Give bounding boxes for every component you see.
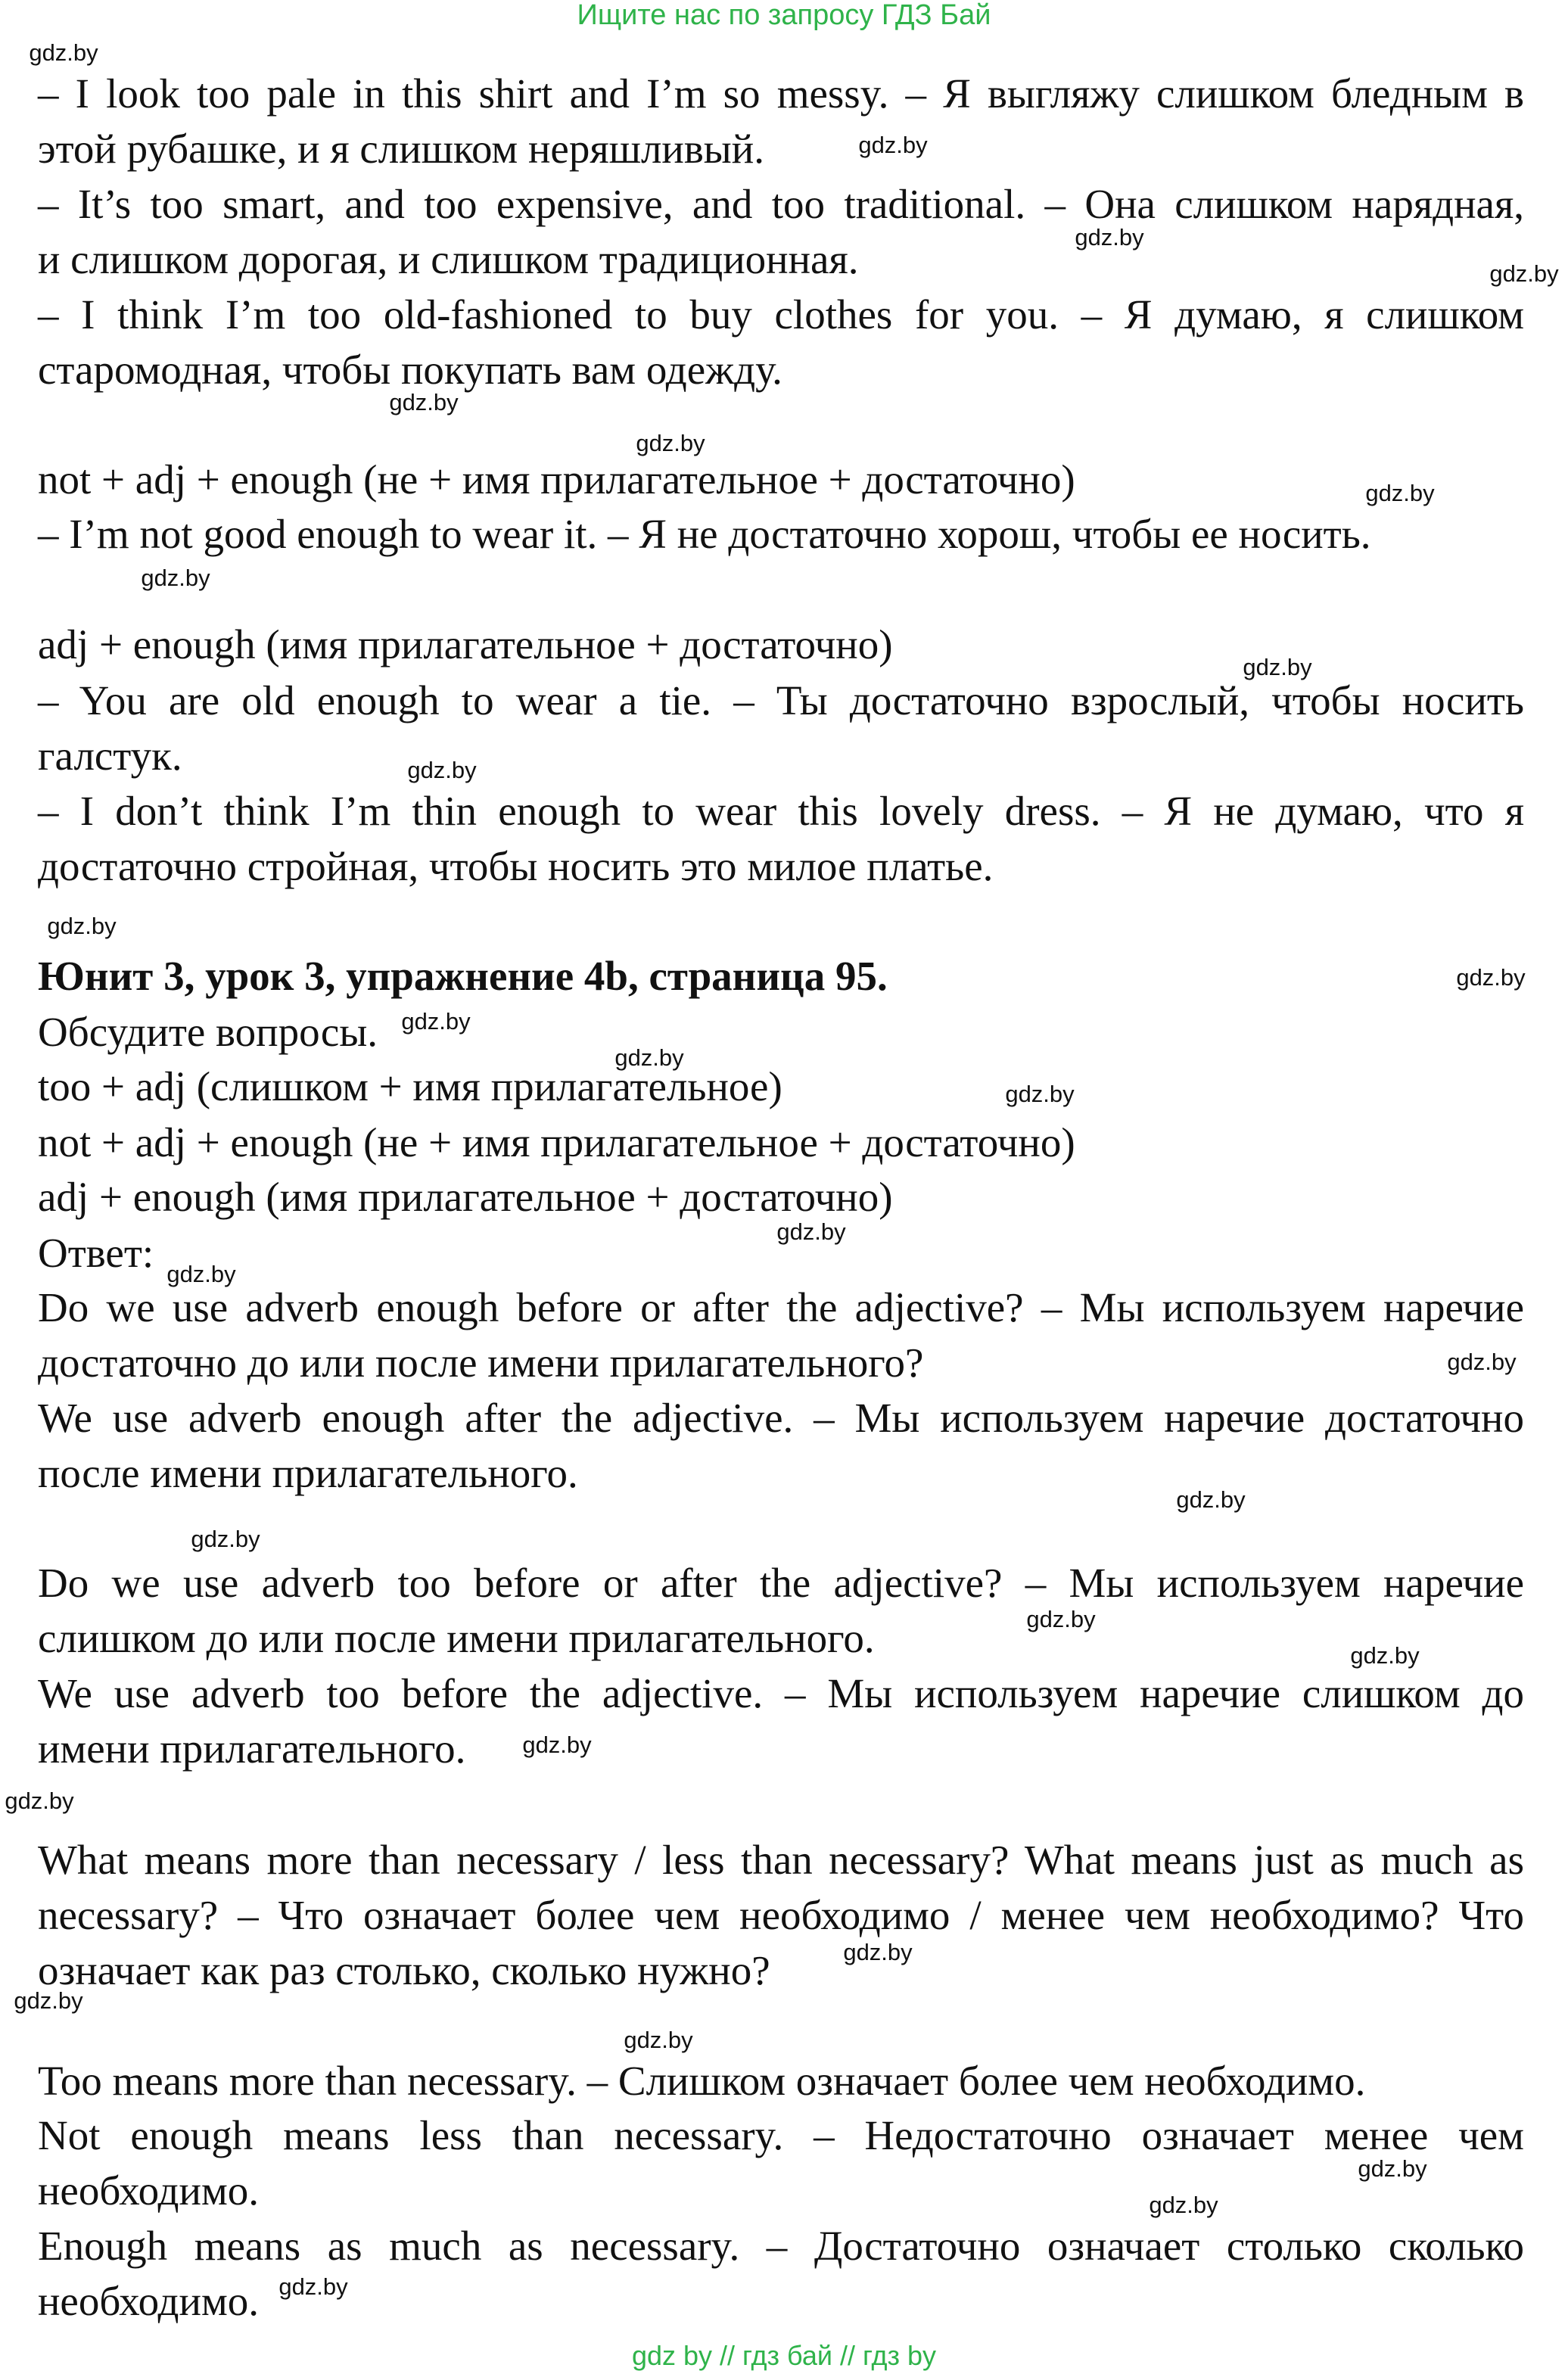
footer-links[interactable]: gdz by // гдз бай // гдз by bbox=[631, 2340, 937, 2371]
watermark: gdz.by bbox=[1075, 224, 1144, 250]
text-line: – It’s too smart, and too expensive, and too traditional. – Она слишком нарядная, bbox=[38, 181, 1524, 227]
watermark: gdz.by bbox=[166, 1261, 236, 1287]
text-line: имени прилагательного. bbox=[38, 1725, 466, 1772]
watermark: gdz.by bbox=[522, 1732, 592, 1758]
watermark: gdz.by bbox=[141, 565, 210, 591]
text-line: этой рубашке, и я слишком неряшливый. bbox=[38, 126, 764, 172]
text-line: not + adj + enough (не + имя прилагательное + достаточно) bbox=[38, 1119, 1075, 1165]
watermark: gdz.by bbox=[389, 389, 459, 415]
watermark: gdz.by bbox=[1456, 964, 1526, 991]
watermark: gdz.by bbox=[843, 1939, 913, 1965]
text-line: Ответ: bbox=[38, 1230, 154, 1276]
text-line: после имени прилагательного. bbox=[38, 1450, 578, 1496]
text-line: – You are old enough to wear a tie. – Ты достаточно взрослый, чтобы носить bbox=[38, 677, 1524, 723]
text-line: – I look too pale in this shirt and I’m so messy. – Я выгляжу слишком бледным в bbox=[38, 70, 1524, 117]
text-line: adj + enough (имя прилагательное + достаточно) bbox=[38, 621, 893, 667]
text-line: adj + enough (имя прилагательное + достаточно) bbox=[38, 1174, 893, 1220]
watermark: gdz.by bbox=[624, 2027, 693, 2053]
watermark: gdz.by bbox=[636, 430, 705, 456]
search-banner[interactable]: Ищите нас по запросу ГДЗ Бай bbox=[577, 0, 991, 31]
text-line: достаточно до или после имени прилагательного? bbox=[38, 1340, 924, 1386]
watermark: gdz.by bbox=[1365, 480, 1435, 506]
watermark: gdz.by bbox=[1176, 1486, 1246, 1513]
text-line: not + adj + enough (не + имя прилагательное + достаточно) bbox=[38, 456, 1075, 503]
text-line: Обсудите вопросы. bbox=[38, 1009, 378, 1055]
watermark: gdz.by bbox=[1149, 2192, 1218, 2218]
watermark: gdz.by bbox=[1358, 2155, 1427, 2182]
text-line: We use adverb too before the adjective. – Мы используем наречие слишком до bbox=[38, 1670, 1524, 1716]
text-line: необходимо. bbox=[38, 2167, 260, 2214]
watermark: gdz.by bbox=[776, 1218, 846, 1245]
text-line: достаточно стройная, чтобы носить это милое платье. bbox=[38, 843, 994, 889]
watermark: gdz.by bbox=[1243, 654, 1312, 680]
watermark: gdz.by bbox=[1489, 260, 1559, 287]
watermark: gdz.by bbox=[1447, 1349, 1517, 1375]
text-line: необходимо. bbox=[38, 2278, 260, 2324]
watermark: gdz.by bbox=[1005, 1081, 1075, 1107]
watermark: gdz.by bbox=[191, 1526, 260, 1552]
watermark: gdz.by bbox=[1350, 1642, 1420, 1669]
text-line: – I don’t think I’m thin enough to wear this lovely dress. – Я не думаю, что я bbox=[38, 788, 1524, 834]
text-line: означает как раз столько, сколько нужно? bbox=[38, 1947, 770, 1993]
text-line: Too means more than necessary. – Слишком означает более чем необходимо. bbox=[38, 2058, 1366, 2104]
watermark: gdz.by bbox=[407, 757, 477, 783]
watermark: gdz.by bbox=[614, 1044, 684, 1071]
watermark: gdz.by bbox=[278, 2273, 348, 2300]
text-line: – I think I’m too old-fashioned to buy clothes for you. – Я думаю, я слишком bbox=[38, 291, 1524, 338]
watermark: gdz.by bbox=[401, 1008, 471, 1035]
text-line: necessary? – Что означает более чем необходимо / менее чем необходимо? Что bbox=[38, 1892, 1524, 1938]
watermark: gdz.by bbox=[29, 39, 98, 66]
text-line: Do we use adverb too before or after the adjective? – Мы используем наречие bbox=[38, 1560, 1524, 1606]
text-line: too + adj (слишком + имя прилагательное) bbox=[38, 1063, 782, 1109]
watermark: gdz.by bbox=[858, 132, 928, 158]
text-line: старомодная, чтобы покупать вам одежду. bbox=[38, 347, 782, 393]
text-line: – I’m not good enough to wear it. – Я не достаточно хорош, чтобы ее носить. bbox=[38, 511, 1371, 557]
text-line: Enough means as much as necessary. – Достаточно означает столько сколько bbox=[38, 2223, 1524, 2269]
text-line: What means more than necessary / less than necessary? What means just as much as bbox=[38, 1837, 1524, 1883]
watermark: gdz.by bbox=[47, 913, 117, 939]
watermark: gdz.by bbox=[1026, 1606, 1096, 1632]
text-line: слишком до или после имени прилагательного. bbox=[38, 1615, 875, 1661]
watermark: gdz.by bbox=[14, 1987, 83, 2014]
text-line: Not enough means less than necessary. – Недостаточно означает менее чем bbox=[38, 2112, 1524, 2158]
text-line: Do we use adverb enough before or after the adjective? – Мы используем наречие bbox=[38, 1284, 1524, 1330]
watermark: gdz.by bbox=[5, 1788, 74, 1814]
section-heading: Юнит 3, урок 3, упражнение 4b, страница 95. bbox=[38, 953, 888, 999]
text-line: We use adverb enough after the adjective. – Мы используем наречие достаточно bbox=[38, 1395, 1524, 1441]
text-line: и слишком дорогая, и слишком традиционная. bbox=[38, 236, 859, 282]
text-line: галстук. bbox=[38, 733, 182, 779]
